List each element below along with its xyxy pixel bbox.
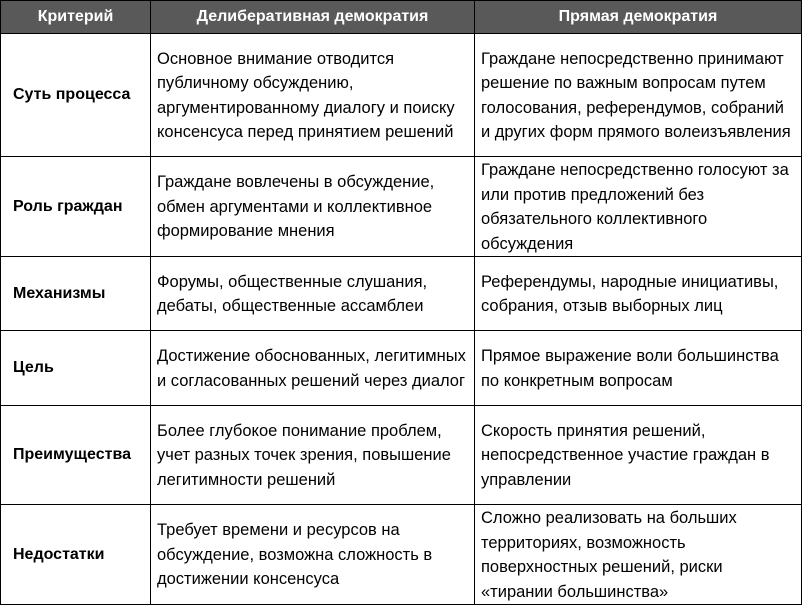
criterion-cell: Роль граждан: [1, 157, 151, 257]
deliberative-cell: Граждане вовлечены в обсуждение, обмен аргументами и коллективное формирование мнения: [151, 157, 475, 257]
table-row: [1, 157, 802, 257]
deliberative-cell: Основное внимание отводится публичному обсуждению, аргументированному диалогу и поиску консенсуса перед принятием решений: [151, 34, 475, 157]
table-row: [1, 505, 802, 605]
direct-cell: Граждане непосредственно голосуют за или против предложений без обязательного коллективного обсуждения: [475, 157, 802, 257]
table-row: [1, 406, 802, 505]
deliberative-cell: Достижение обоснованных, легитимных и согласованных решений через диалог: [151, 331, 475, 406]
header-row: [1, 1, 802, 34]
table-row: [1, 257, 802, 331]
criterion-cell: Недостатки: [1, 505, 151, 605]
header-direct: Прямая демократия: [475, 1, 802, 34]
deliberative-cell: Более глубокое понимание проблем, учет разных точек зрения, повышение легитимности решений: [151, 406, 475, 505]
criterion-cell: Суть процесса: [1, 34, 151, 157]
criterion-cell: Цель: [1, 331, 151, 406]
direct-cell: Сложно реализовать на больших территориях, возможность поверхностных решений, риски «тирании большинства»: [475, 505, 802, 605]
direct-cell: Референдумы, народные инициативы, собрания, отзыв выборных лиц: [475, 257, 802, 331]
deliberative-cell: Требует времени и ресурсов на обсуждение, возможна сложность в достижении консенсуса: [151, 505, 475, 605]
criterion-cell: Механизмы: [1, 257, 151, 331]
direct-cell: Скорость принятия решений, непосредственное участие граждан в управлении: [475, 406, 802, 505]
direct-cell: Граждане непосредственно принимают решение по важным вопросам путем голосования, референдумов, собраний и других форм прямого волеизъявления: [475, 34, 802, 157]
deliberative-cell: Форумы, общественные слушания, дебаты, общественные ассамблеи: [151, 257, 475, 331]
header-criterion: Критерий: [1, 1, 151, 34]
criterion-cell: Преимущества: [1, 406, 151, 505]
table-row: [1, 331, 802, 406]
header-deliberative: Делиберативная демократия: [151, 1, 475, 34]
direct-cell: Прямое выражение воли большинства по конкретным вопросам: [475, 331, 802, 406]
table-row: [1, 34, 802, 157]
